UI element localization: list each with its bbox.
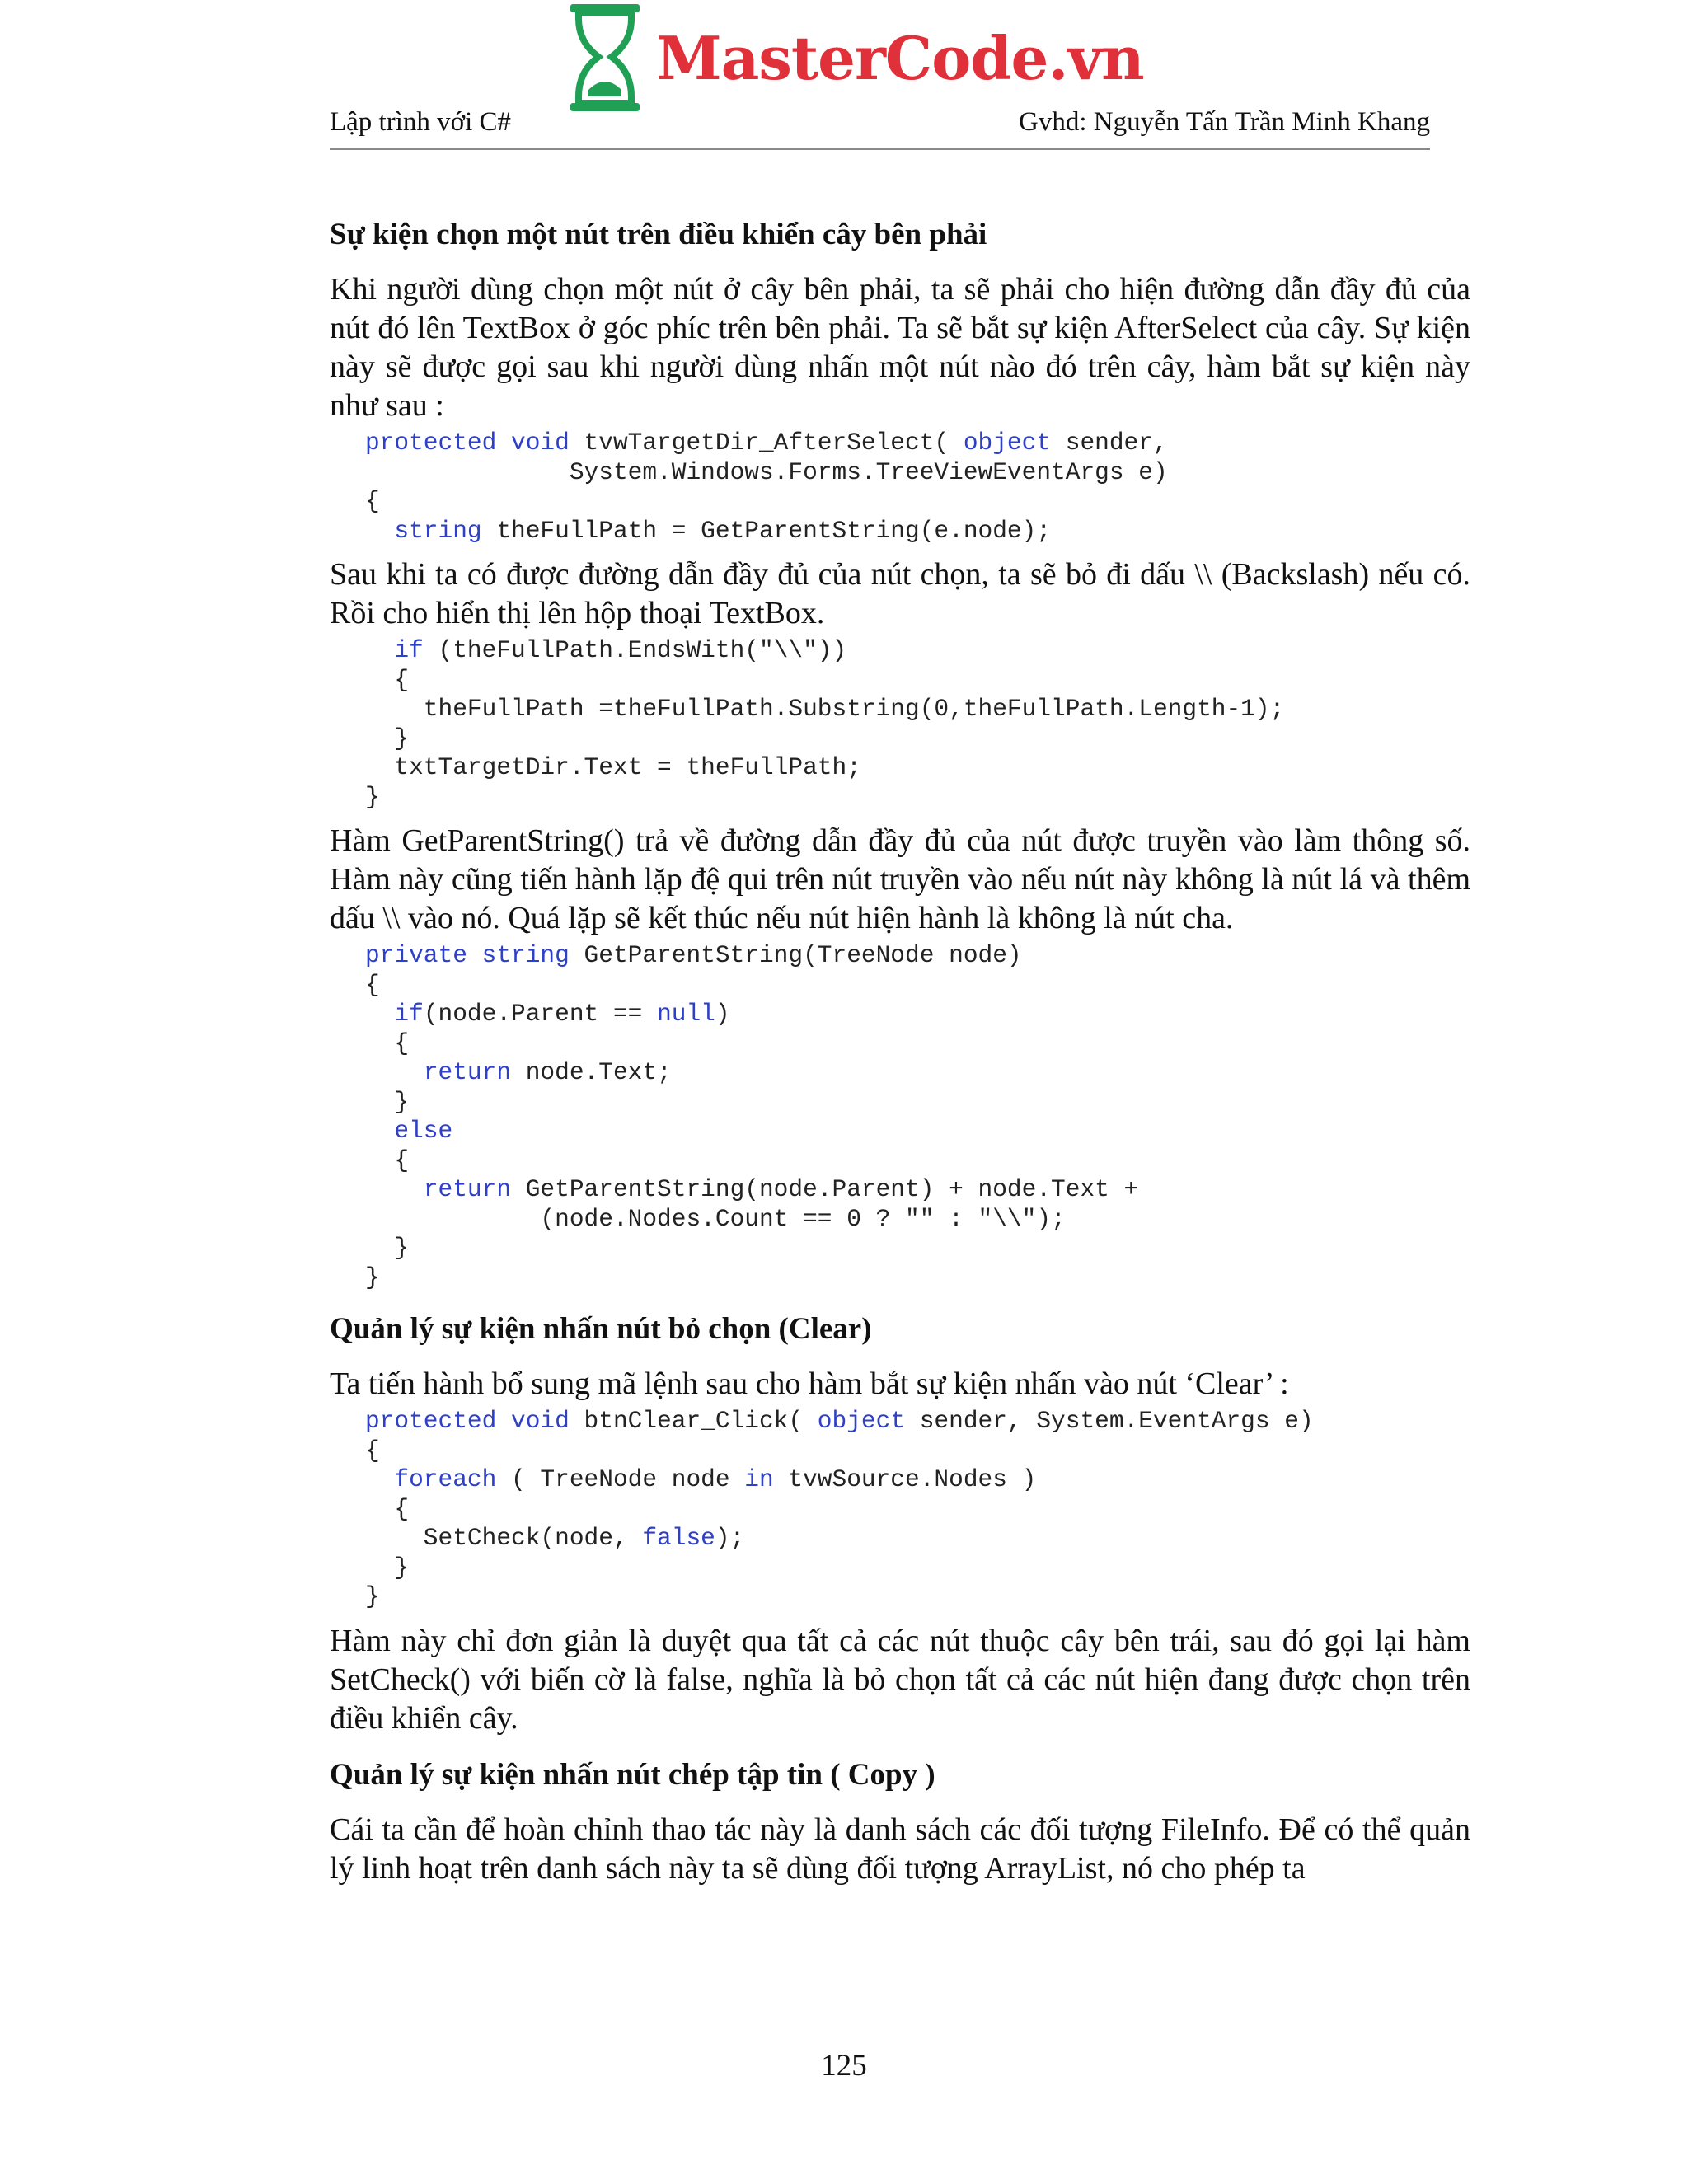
running-header (330, 102, 1430, 150)
code-block (365, 636, 1470, 812)
code-block (365, 941, 1470, 1292)
code-token (365, 1117, 394, 1145)
brand-name: MasterCode.vn (656, 22, 1144, 93)
code-token: { (365, 970, 380, 999)
code-keyword: string (394, 516, 482, 545)
code-keyword: if (394, 636, 424, 664)
code-token: tvwSource.Nodes ) (773, 1465, 1037, 1493)
code-line (365, 1029, 1470, 1059)
paragraph: Ta tiến hành bổ sung mã lệnh sau cho hàm bắt sự kiện nhấn vào nút ‘Clear’ : (330, 1366, 1289, 1401)
paragraph: Hàm GetParentString() trả về đường dẫn đầy đủ của nút được truyền vào làm thông số. Hàm này cũng tiến hành lặp đệ qui trên nút truyền vào nếu nút này không là nút lá và thêm dấu \\ vào nó. Quá lặp sẽ kết thúc nếu nút hiện hành là không là nút cha. (330, 823, 1470, 935)
code-keyword: return (423, 1175, 512, 1203)
code-token (496, 429, 511, 457)
page-content (330, 216, 1470, 1890)
code-keyword: protected (365, 1407, 497, 1435)
code-keyword: in (744, 1465, 774, 1493)
code-line (365, 1117, 1470, 1146)
code-line (365, 1205, 1470, 1235)
code-token: sender, (1051, 429, 1168, 457)
code-token: txtTargetDir.Text = theFullPath; (365, 753, 861, 781)
code-token (496, 1407, 511, 1435)
code-line (365, 666, 1470, 696)
code-token: } (365, 724, 410, 752)
code-line (365, 1495, 1470, 1525)
code-token: SetCheck(node, (365, 1524, 643, 1552)
paragraph: Khi người dùng chọn một nút ở cây bên phải, ta sẽ phải cho hiện đường dẫn đầy đủ của nút đó lên TextBox ở góc phíc trên bên phải. Ta sẽ bắt sự kiện AfterSelect của cây. Sự kiện này sẽ được gọi sau khi người dùng nhấn một nút nào đó trên cây, hàm bắt sự kiện này như sau : (330, 272, 1470, 423)
paragraph: Hàm này chỉ đơn giản là duyệt qua tất cả các nút thuộc cây bên trái, sau đó gọi lại hàm SetCheck() với biến cờ là false, nghĩa là bỏ chọn tất cả các nút hiện đang được chọn trên điều khiển cây. (330, 1623, 1470, 1736)
section-heading: Quản lý sự kiện nhấn nút chép tập tin ( Copy ) (330, 1757, 935, 1792)
code-line (365, 1175, 1470, 1205)
code-token: } (365, 1087, 410, 1116)
code-token: (node.Nodes.Count == 0 ? "" : "\\"); (365, 1204, 1066, 1233)
code-token: } (365, 1263, 380, 1291)
page-number: 125 (821, 2049, 867, 2083)
code-token: } (365, 1234, 410, 1262)
code-token: GetParentString(node.Parent) + node.Text + (511, 1175, 1139, 1203)
code-token (365, 1000, 394, 1028)
header-instructor: Gvhd: Nguyễn Tấn Trần Minh Khang (1019, 107, 1430, 137)
mastercode-logo (565, 0, 1144, 115)
code-keyword: object (963, 429, 1052, 457)
code-token: GetParentString(TreeNode node) (569, 941, 1022, 969)
code-line (365, 1436, 1470, 1466)
code-line (365, 1234, 1470, 1263)
code-keyword: private (365, 941, 467, 969)
code-keyword: void (511, 429, 570, 457)
code-line (365, 487, 1470, 517)
code-token (365, 1175, 424, 1203)
hourglass-icon (565, 2, 645, 113)
code-keyword: null (657, 1000, 715, 1028)
code-keyword: void (511, 1407, 570, 1435)
code-token: tvwTargetDir_AfterSelect( (569, 429, 964, 457)
code-token: } (365, 1553, 410, 1582)
code-keyword: protected (365, 429, 497, 457)
code-line (365, 1407, 1470, 1436)
code-token: node.Text; (511, 1058, 672, 1086)
section-heading: Sự kiện chọn một nút trên điều khiển cây bên phải (330, 218, 987, 251)
code-keyword: if (394, 1000, 424, 1028)
code-token: { (365, 1146, 410, 1174)
code-block (365, 429, 1470, 546)
code-token: { (365, 1494, 410, 1523)
code-token: theFullPath = GetParentString(e.node); (481, 516, 1052, 545)
code-token: btnClear_Click( (569, 1407, 818, 1435)
code-token: (theFullPath.EndsWith("\\")) (423, 636, 847, 664)
code-block (365, 1407, 1470, 1612)
code-token: theFullPath =theFullPath.Substring(0,theFullPath.Length-1); (365, 695, 1285, 723)
header-course-title: Lập trình với C# (330, 107, 512, 137)
code-line (365, 1582, 1470, 1612)
code-line (365, 458, 1470, 488)
code-keyword: string (481, 941, 570, 969)
code-keyword: else (394, 1117, 453, 1145)
code-line (365, 971, 1470, 1001)
code-token: ) (715, 1000, 730, 1028)
code-token (365, 1058, 424, 1086)
code-token: { (365, 487, 380, 515)
paragraph: Sau khi ta có được đường dẫn đầy đủ của nút chọn, ta sẽ bỏ đi dấu \\ (Backslash) nếu có. Rồi cho hiển thị lên hộp thoại TextBox. (330, 557, 1470, 630)
code-token: { (365, 665, 410, 694)
code-token: ); (715, 1524, 745, 1552)
code-token: System.Windows.Forms.TreeViewEventArgs e) (365, 457, 1168, 486)
code-token (365, 636, 394, 664)
code-token (365, 1465, 394, 1493)
code-token (467, 941, 482, 969)
code-line (365, 1524, 1470, 1554)
code-keyword: return (423, 1058, 512, 1086)
code-line (365, 1058, 1470, 1088)
code-token: ( TreeNode node (496, 1465, 745, 1493)
code-line (365, 429, 1470, 458)
code-line (365, 1000, 1470, 1029)
code-line (365, 724, 1470, 754)
code-token: (node.Parent == (423, 1000, 658, 1028)
code-line (365, 1263, 1470, 1293)
code-line (365, 941, 1470, 971)
code-line (365, 783, 1470, 813)
code-line (365, 517, 1470, 546)
code-token (365, 517, 394, 545)
code-token: sender, System.EventArgs e) (905, 1407, 1314, 1435)
code-token: { (365, 1029, 410, 1057)
code-line (365, 1088, 1470, 1118)
code-keyword: foreach (394, 1465, 497, 1493)
code-keyword: object (817, 1407, 906, 1435)
code-line (365, 1146, 1470, 1176)
code-keyword: false (642, 1524, 715, 1552)
code-line (365, 753, 1470, 783)
code-line (365, 636, 1470, 666)
code-line (365, 1554, 1470, 1583)
code-token: { (365, 1436, 380, 1465)
code-line (365, 695, 1470, 724)
code-token: } (365, 1582, 380, 1610)
code-line (365, 1465, 1470, 1495)
paragraph: Cái ta cần để hoàn chỉnh thao tác này là danh sách các đối tượng FileInfo. Để có thể quản lý linh hoạt trên danh sách này ta sẽ dùng đối tượng ArrayList, nó cho phép ta (330, 1811, 1470, 1886)
section-heading: Quản lý sự kiện nhấn nút bỏ chọn (Clear) (330, 1312, 872, 1346)
code-token: } (365, 782, 380, 811)
